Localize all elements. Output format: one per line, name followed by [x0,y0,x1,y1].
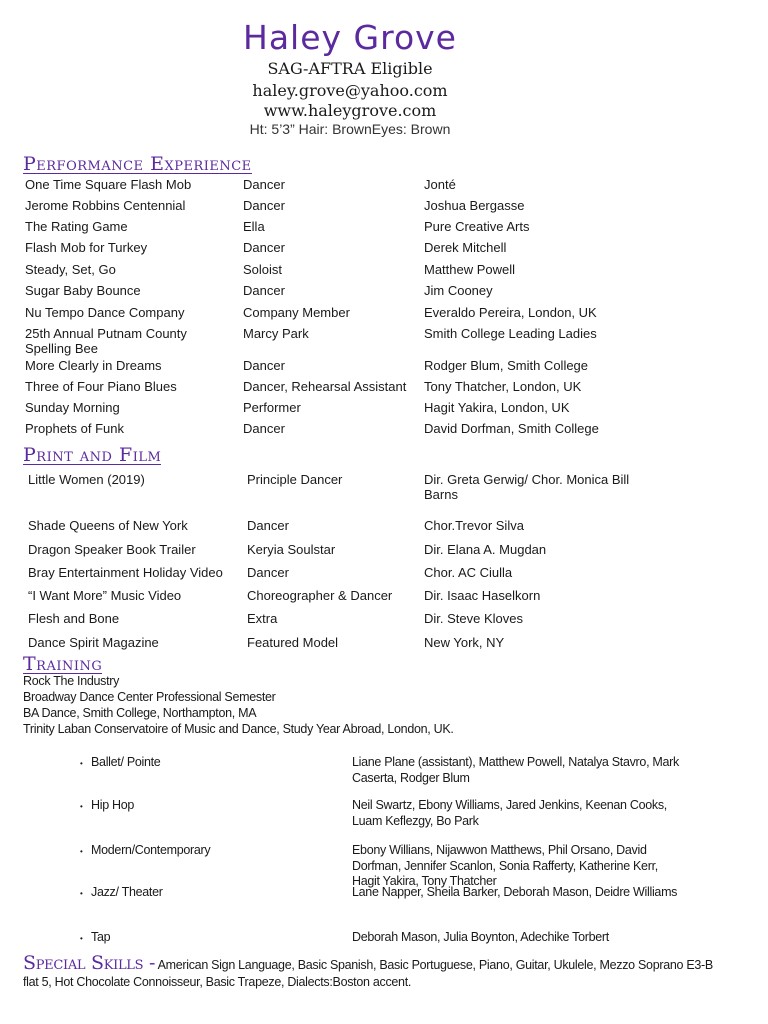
production-title: 25th Annual Putnam County Spelling Bee [25,326,187,356]
role: Soloist [243,262,283,277]
dance-teachers: Lane Napper, Sheila Barker, Deborah Mason, Deidre Williams [352,885,678,899]
director-company: David Dorfman, Smith College [424,421,599,436]
director-company: Derek Mitchell [424,240,507,255]
training-line: Broadway Dance Center Professional Semester [23,690,276,704]
dance-teachers: Liane Plane (assistant), Matthew Powell, Natalya Stavro, Mark Caserta, Rodger Blum [352,755,679,785]
director-company: Chor.Trevor Silva [424,518,524,533]
project-title: Shade Queens of New York [28,518,188,533]
production-title: One Time Square Flash Mob [25,177,192,192]
role: Featured Model [247,635,339,650]
print-film-section-title: Print and Film [23,444,162,466]
director-company: Dir. Greta Gerwig/ Chor. Monica Bill Barns [424,472,630,502]
email-address: haley.grove@yahoo.com [252,81,448,100]
project-title: Little Women (2019) [28,472,145,487]
director-company: Dir. Isaac Haselkorn [424,588,541,603]
physical-stats: Ht: 5’3” Hair: BrownEyes: Brown [249,121,451,137]
dance-style: Modern/Contemporary [91,843,211,857]
dance-style: Tap [91,930,111,944]
project-title: “I Want More” Music Video [28,588,182,603]
director-company: Dir. Steve Kloves [424,611,523,626]
training-line: Trinity Laban Conservatoire of Music and Dance, Study Year Abroad, London, UK. [23,722,454,736]
director-company: Chor. AC Ciulla [424,565,513,580]
resume-name: Haley Grove [243,18,457,57]
training-line: Rock The Industry [23,674,120,688]
role: Dancer [247,518,289,533]
role: Keryia Soulstar [247,542,336,557]
director-company: Joshua Bergasse [424,198,525,213]
role: Choreographer & Dancer [247,588,393,603]
director-company: Everaldo Pereira, London, UK [424,305,597,320]
production-title: The Rating Game [25,219,128,234]
role: Company Member [243,305,350,320]
director-company: Matthew Powell [424,262,516,277]
project-title: Bray Entertainment Holiday Video [28,565,223,580]
role: Dancer [243,198,285,213]
production-title: Prophets of Funk [25,421,124,436]
bullet-icon: • [80,759,83,768]
training-line: BA Dance, Smith College, Northampton, MA [23,706,257,720]
production-title: Flash Mob for Turkey [25,240,148,255]
union-status: SAG-AFTRA Eligible [267,59,433,78]
role: Dancer [243,421,285,436]
website-url: www.haleygrove.com [263,101,437,120]
role: Dancer [243,177,285,192]
dance-style: Hip Hop [91,798,135,812]
role: Dancer [243,240,285,255]
bullet-icon: • [80,847,83,856]
bullet-icon: • [80,934,83,943]
role: Dancer [243,283,285,298]
role: Principle Dancer [247,472,343,487]
dance-teachers: Neil Swartz, Ebony Williams, Jared Jenkins, Keenan Cooks, Luam Keflezgy, Bo Park [352,798,667,828]
dance-teachers: Deborah Mason, Julia Boynton, Adechike Torbert [352,930,609,944]
dance-style: Jazz/ Theater [91,885,163,899]
project-title: Dragon Speaker Book Trailer [28,542,196,557]
special-skills [23,952,723,991]
director-company: Pure Creative Arts [424,219,530,234]
director-company: Tony Thatcher, London, UK [424,379,582,394]
special-skills-text: American Sign Language, Basic Spanish, Basic Portuguese, Piano, Guitar, Ukulele, Mezzo Soprano E3-B flat 5, Hot Chocolate Connoisseur, Basic Trapeze, Dialects:Boston accent. [23,958,713,989]
role: Dancer, Rehearsal Assistant [243,379,407,394]
production-title: Steady, Set, Go [25,262,116,277]
dance-style: Ballet/ Pointe [91,755,161,769]
director-company: New York, NY [424,635,505,650]
role: Dancer [247,565,289,580]
role: Marcy Park [243,326,309,341]
production-title: More Clearly in Dreams [25,358,162,373]
role: Ella [243,219,265,234]
production-title: Three of Four Piano Blues [25,379,177,394]
project-title: Flesh and Bone [28,611,120,626]
role: Performer [243,400,301,415]
director-company: Rodger Blum, Smith College [424,358,589,373]
bullet-icon: • [80,889,83,898]
training-section-title: Training [23,653,103,675]
production-title: Jerome Robbins Centennial [25,198,186,213]
project-title: Dance Spirit Magazine [28,635,159,650]
production-title: Sunday Morning [25,400,120,415]
director-company: Dir. Elana A. Mugdan [424,542,547,557]
production-title: Nu Tempo Dance Company [25,305,185,320]
dance-teachers: Ebony Willians, Nijawwon Matthews, Phil Orsano, David Dorfman, Jennifer Scanlon, Sonia Rafferty, Katherine Kerr, Hagit Yakira, Tony Thatcher [352,843,658,888]
director-company: Hagit Yakira, London, UK [424,400,570,415]
role: Extra [247,611,278,626]
director-company: Jim Cooney [424,283,493,298]
role: Dancer [243,358,285,373]
director-company: Smith College Leading Ladies [424,326,597,341]
special-skills-title: Special Skills - [23,952,156,974]
bullet-icon: • [80,802,83,811]
production-title: Sugar Baby Bounce [25,283,141,298]
performance-section-title: Performance Experience [23,153,252,175]
director-company: Jonté [424,177,456,192]
